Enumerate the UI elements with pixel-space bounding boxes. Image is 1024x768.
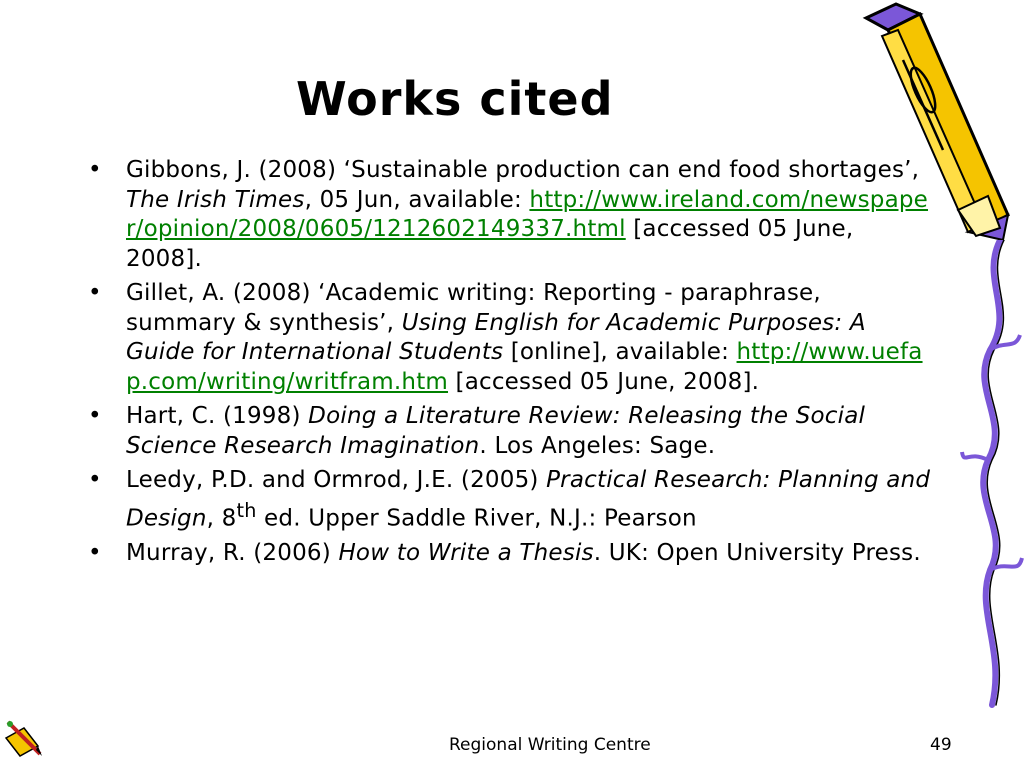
reference-text: , 8	[206, 505, 237, 532]
reference-text: Gibbons, J. (2008) ‘Sustainable production can end food shortages’,	[126, 157, 920, 183]
reference-text: Hart, C. (1998)	[126, 403, 309, 429]
reference-text: Leedy, P.D. and Ormrod, J.E. (2005)	[126, 467, 547, 493]
vine-decoration-icon	[960, 240, 1024, 710]
reference-text: [accessed 05 June, 2008].	[126, 216, 854, 272]
reference-work-title: How to Write a Thesis	[338, 539, 594, 566]
reference-link[interactable]: http://www.ireland.com/newspaper/opinion/2008/0605/1212602149337.html	[126, 186, 929, 242]
superscript-text: th	[236, 498, 257, 522]
reference-item	[86, 402, 931, 461]
reference-text: ed. Upper Saddle River, N.J.: Pearson	[256, 505, 697, 532]
reference-item	[86, 466, 931, 534]
reference-text: , 05 Jun, available:	[304, 186, 530, 213]
reference-work-title: Practical Research: Planning and Design	[126, 467, 931, 532]
reference-item	[86, 156, 931, 274]
reference-text: [accessed 05 June, 2008].	[448, 368, 760, 395]
reference-text: Murray, R. (2006)	[126, 539, 339, 566]
pencil-paper-icon	[2, 716, 44, 758]
reference-text: . Los Angeles: Sage.	[479, 432, 716, 459]
pencil-icon	[858, 0, 1018, 245]
reference-work-title: Doing a Literature Review: Releasing the Social Science Research Imagination	[126, 403, 866, 459]
reference-list	[86, 156, 931, 573]
reference-work-title: Using English for Academic Purposes: A Guide for International Students	[126, 309, 866, 365]
reference-text: [online], available:	[503, 339, 737, 365]
reference-text: Gillet, A. (2008) ‘Academic writing: Reporting - paraphrase, summary & synthesis’,	[126, 280, 821, 336]
reference-item	[86, 539, 931, 569]
page-title: Works cited	[296, 72, 614, 126]
reference-item	[86, 279, 931, 397]
reference-text: . UK: Open University Press.	[593, 539, 921, 566]
reference-link[interactable]: http://www.uefap.com/writing/writfram.htm	[126, 339, 923, 395]
page-number: 49	[930, 735, 952, 755]
reference-work-title: The Irish Times	[126, 186, 305, 213]
footer-text: Regional Writing Centre	[449, 735, 651, 755]
